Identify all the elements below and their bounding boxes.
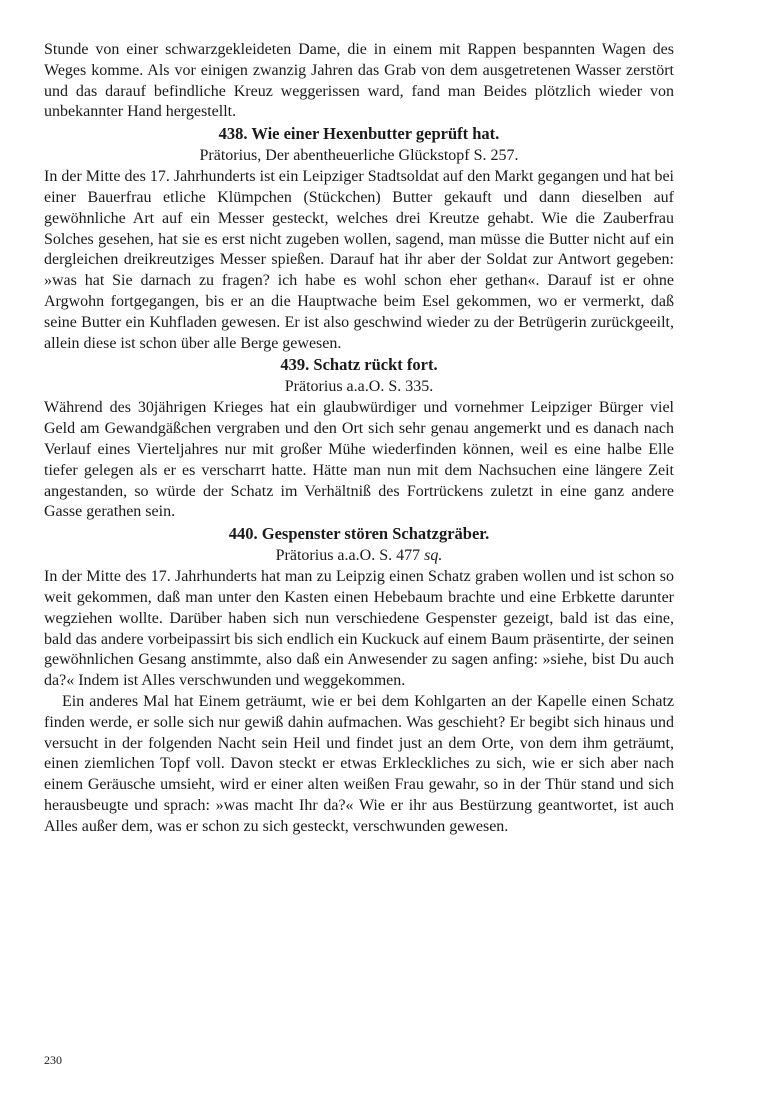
section-source: Prätorius, Der abentheuerliche Glückstopf S. 257. — [199, 147, 519, 165]
section-title: 439. Schatz rückt fort. — [280, 355, 438, 375]
section-paragraph: In der Mitte des 17. Jahrhunderts ist ein Leipziger Stadtsoldat auf den Markt gegangen und hat bei einer Bauerfrau etliche Klümpchen (Stückchen) Butter gekauft und dann dieselben auf gewöhnliche Art auf ein Messer gesteckt, welches drei Kreutze gehabt. Wie die Zauberfrau Solches gesehen, hat sie es erst nicht zugeben wollen, sagend, man müsse die Butter nicht auf ein dergleichen dreikreutziges Messer spießen. Darauf hat ihr aber der Soldat zur Antwort gegeben: »was hat Sie darnach zu fragen? ich habe es wohl schon eher gethan«. Darauf ist er ohne Argwohn fortgegangen, bis er an die Hauptwache beim Esel gekommen, wo er vermerkt, daß seine Butter ein Kuhfladen gewesen. Er ist also geschwind wieder zu der Betrügerin zurückgeeilt, allein diese ist schon über alle Berge gewesen. — [44, 168, 674, 352]
source-citation-italic: sq. — [424, 547, 443, 565]
section-source — [44, 545, 674, 567]
intro-paragraph: Stunde von einer schwarzgekleideten Dame, die in einem mit Rappen bespannten Wagen des Weges komme. Als vor einigen zwanzig Jahren das Grab von dem ausgetretenen Wasser zerstört und das darauf befindliche Kreuz weggerissen ward, fand man Beides plötzlich wieder von unbekannter Hand hergestellt. — [44, 41, 674, 121]
section-438 — [44, 123, 674, 354]
section-title: 438. Wie einer Hexenbutter geprüft hat. — [218, 124, 500, 144]
page-number: 230 — [44, 1053, 62, 1067]
source-citation: Prätorius a.a.O. S. 477 — [275, 547, 425, 565]
section-source: Prätorius a.a.O. S. 335. — [284, 378, 434, 396]
section-440 — [44, 523, 674, 837]
section-paragraph: Während des 30jährigen Krieges hat ein glaubwürdiger und vornehmer Leipziger Bürger viel Geld am Gewandgäßchen vergraben und den Ort sich sehr genau angemerkt und es danach nach Verlauf eines Vierteljahres nur mit großer Mühe wiederfinden können, weil es eine halbe Elle tiefer gelegen als er es verscharrt hatte. Hätte man nun mit dem Nachsuchen eine längere Zeit angestanden, so würde der Schatz im Verhältniß des Fortrückens zuletzt in eine ganz andere Gasse gerathen sein. — [44, 399, 674, 521]
section-439 — [44, 354, 674, 523]
section-paragraph: Ein anderes Mal hat Einem geträumt, wie er bei dem Kohlgarten an der Kapelle einen Schatz finden werde, er solle sich nur gewiß dahin aufmachen. Was geschieht? Er begibt sich hinaus und versucht in der folgenden Nacht sein Heil und findet just an dem Orte, von dem ihm geträumt, einen ziemlichen Topf voll. Davon steckt er etwas Erkleckliches zu sich, wie er sich aber nach einem Geräusche umsieht, wird er einer alten weißen Frau gewahr, so in der Thür stand und sich herausbeugte und sprach: »was macht Ihr da?« Wie er ihr aus Bestürzung geantwortet, ist auch Alles außer dem, was er schon zu sich gesteckt, verschwunden gewesen. — [44, 692, 674, 835]
page-content — [44, 40, 674, 838]
section-title: 440. Gespenster stören Schatzgräber. — [228, 524, 490, 544]
section-paragraph: In der Mitte des 17. Jahrhunderts hat man zu Leipzig einen Schatz graben wollen und ist schon so weit gekommen, daß man unter den Kasten einen Hebebaum brachte und eine Erbkette darunter wegziehen wollte. Darüber haben sich nun verschiedene Gespenster gezeigt, bald ist das eine, bald das andere vorbeipassirt bis sich endlich ein Kuckuck auf einem Baum präsentirte, der seinen gewöhnlichen Gesang anstimmte, also daß ein Anwesender zu sagen anfing: »siehe, bist Du auch da?« Indem ist Alles verschwunden und weggekommen. — [44, 568, 674, 690]
